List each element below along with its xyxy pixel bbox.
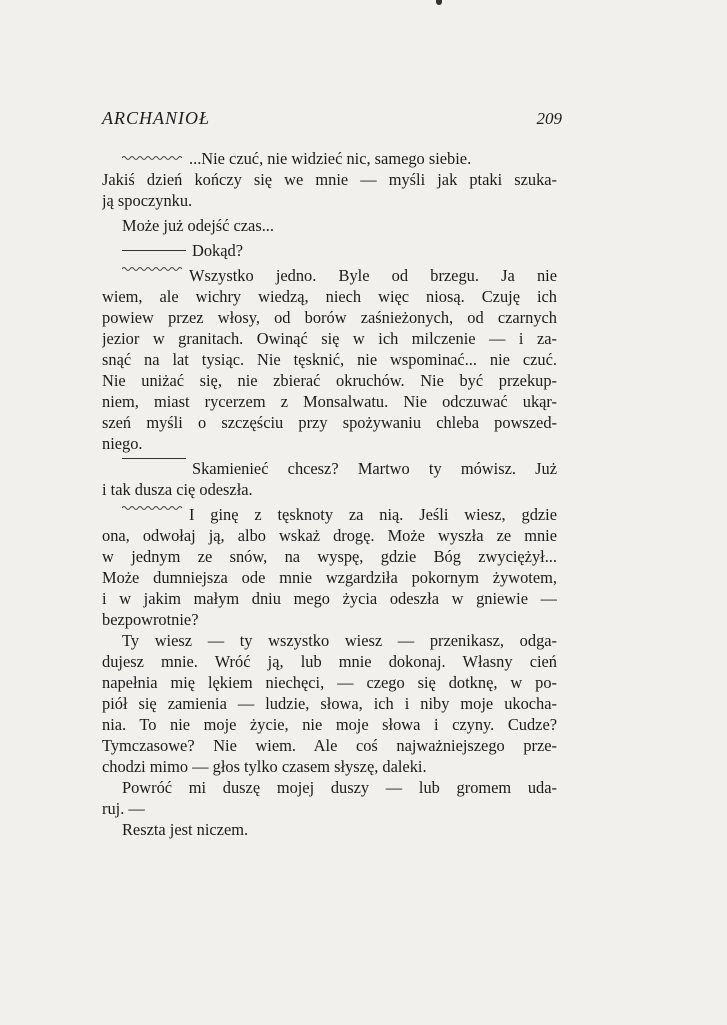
running-head	[102, 108, 562, 132]
text-line: Tymczasowe? Nie wiem. Ale coś najważniejszego prze-	[102, 736, 557, 755]
text-line: Dokąd?	[102, 240, 557, 261]
text-line: Może już odejść czas...	[122, 216, 275, 235]
text-line: ruj. —	[102, 799, 145, 818]
text-line: piół się zamienia — ludzie, słowa, ich i niby moje ukocha-	[102, 694, 557, 713]
text-line: chodzi mimo — głos tylko czasem słyszę, daleki.	[102, 757, 427, 776]
text-line: bezpowrotnie?	[102, 610, 199, 629]
text-line: i w jakim małym dniu mego życia odeszła w gniewie —	[102, 589, 557, 608]
text-line: Wszystko jedno. Byle od brzegu. Ja nie	[102, 265, 557, 286]
body-text	[102, 148, 557, 840]
top-ink-mark	[436, 0, 442, 5]
text-line: Reszta jest niczem.	[122, 820, 249, 839]
text-line: szeń myśli o szczęściu przy spożywaniu chleba powszed-	[102, 413, 557, 432]
wavy-rule-icon	[122, 504, 184, 512]
wavy-rule-icon	[122, 154, 184, 162]
text-line: napełnia mię lękiem niechęci, — czego się dotknę, w po-	[102, 673, 557, 692]
text-line: niego.	[102, 434, 143, 453]
text-line: ...Nie czuć, nie widzieć nic, samego siebie.	[102, 148, 557, 169]
text-line: jezior w granitach. Owinąć się w ich milczenie — i za-	[102, 329, 557, 348]
dash-rule	[122, 250, 186, 251]
chapter-title: ARCHANIOŁ	[102, 108, 210, 128]
dash-rule	[122, 458, 186, 459]
wavy-rule-icon	[122, 265, 184, 273]
text-line: I ginę z tęsknoty za nią. Jeśli wiesz, gdzie	[102, 504, 557, 525]
text-line: dujesz mnie. Wróć ją, lub mnie dokonaj. Własny cień	[102, 652, 557, 671]
text-line: wiem, ale wichry wiedzą, niech więc niosą. Czuję ich	[102, 287, 557, 306]
text-line: snąć na lat tysiąc. Nie tęsknić, nie wspominać... nie czuć.	[102, 350, 557, 369]
text-line: Nie uniżać się, nie zbierać okruchów. Nie być przekup-	[102, 371, 557, 390]
text-line: i tak dusza cię odeszła.	[102, 480, 253, 499]
text-line: nia. To nie moje życie, nie moje słowa i czyny. Cudze?	[102, 715, 557, 734]
text-line: Może dumniejsza ode mnie wzgardziła pokornym żywotem,	[102, 568, 557, 587]
text-line: Skamienieć chcesz? Martwo ty mówisz. Już	[102, 458, 557, 479]
text-line: Powróć mi duszę mojej duszy — lub gromem uda-	[122, 778, 557, 797]
text-line: Jakiś dzień kończy się we mnie — myśli jak ptaki szuka-	[102, 170, 557, 189]
text-line: niem, miast rycerzem z Monsalwatu. Nie odczuwać ukąr-	[102, 392, 557, 411]
text-line: ona, odwołaj ją, albo wskaż drogę. Może wyszła ze mnie	[102, 526, 557, 545]
text-line: powiew przez włosy, od borów zaśnieżonych, od czarnych	[102, 308, 557, 327]
text-line: Ty wiesz — ty wszystko wiesz — przenikasz, odga-	[122, 631, 557, 650]
page-number: 209	[536, 109, 562, 128]
text-line: w jednym ze snów, na wyspę, gdzie Bóg zwyciężył...	[102, 547, 557, 566]
text-line: ją spoczynku.	[102, 191, 193, 210]
